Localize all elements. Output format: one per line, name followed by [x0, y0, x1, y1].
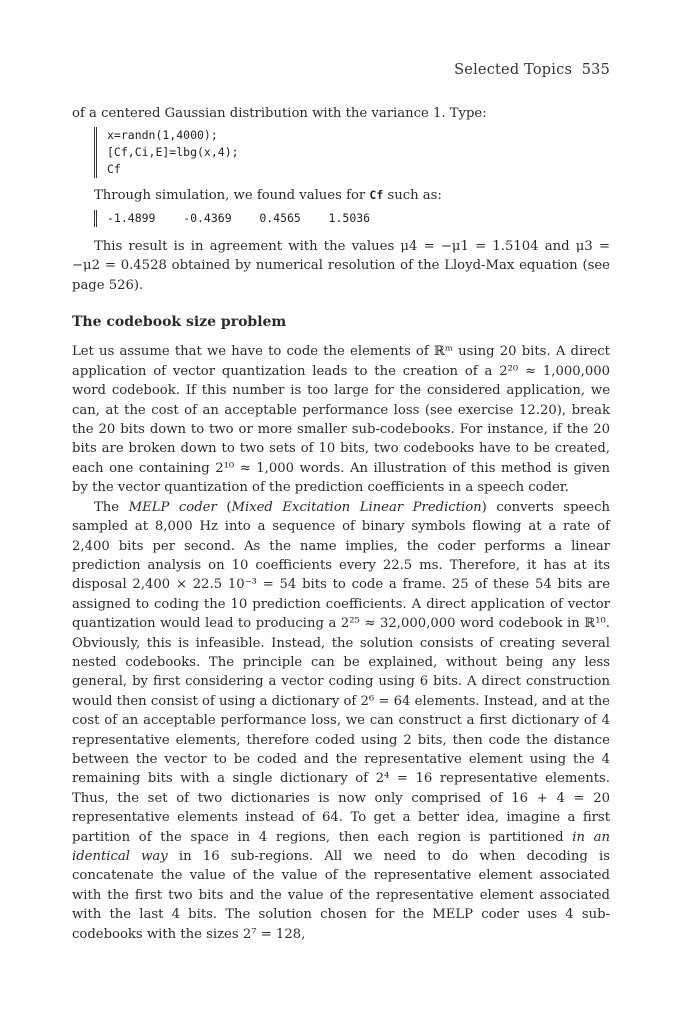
term-melp-expansion: Mixed Excitation Linear Prediction	[231, 499, 482, 515]
code-block	[94, 127, 610, 178]
code-line: [Cf,Ci,E]=lbg(x,4);	[107, 145, 239, 160]
page-body	[72, 104, 610, 944]
values-output: -1.4899 -0.4369 0.4565 1.5036	[94, 210, 610, 227]
running-header	[454, 62, 610, 78]
term-melp-coder: MELP coder	[128, 499, 217, 515]
intro-line: of a centered Gaussian distribution with the variance 1. Type:	[72, 106, 487, 121]
page-number: 535	[581, 62, 610, 78]
code-line: x=randn(1,4000);	[107, 128, 218, 143]
section-title: The codebook size problem	[72, 314, 287, 331]
result-paragraph: This result is in agreement with the values μ4 = −μ1 = 1.5104 and μ3 = −μ2 = 0.4528 obtained by numerical resolution of the Lloyd-Max equation (see page 526).	[72, 238, 610, 293]
running-title: Selected Topics	[454, 62, 573, 78]
code-line: Cf	[107, 162, 121, 177]
simulation-sentence: Through simulation, we found values for Cf such as:	[94, 188, 442, 204]
inline-code: Cf	[369, 188, 384, 203]
paragraph-codebook-size: Let us assume that we have to code the elements of ℝᵐ using 20 bits. A direct application of vector quantization leads to the creation of a 2²⁰ ≈ 1,000,000 word codebook. If this number is too large for the considered application, we can, at the cost of an acceptable performance loss (see exercise 12.20), break the 20 bits down to two or more smaller sub-codebooks. For instance, if the 20 bits are broken down to two sets of 10 bits, two codebooks have to be created, each one containing 2¹⁰ ≈ 1,000 words. An illustration of this method is given by the vector quantization of the prediction coefficients in a speech coder.	[72, 344, 610, 496]
emphasis-identical-way: in an identical way	[72, 829, 610, 864]
paragraph-melp: The MELP coder (Mixed Excitation Linear Prediction) converts speech sampled at 8,000 Hz into a sequence of binary symbols flowing at a rate of 2,400 bits per second. As the name implies, the coder performs a linear prediction analysis on 10 coefficients every 22.5 ms. Therefore, it has at its disposal 2,400 × 22.5 10⁻³ = 54 bits to code a frame. 25 of these 54 bits are assigned to coding the 10 prediction coefficients. A direct application of vector quantization would lead to producing a 2²⁵ ≈ 32,000,000 word codebook in ℝ¹⁰. Obviously, this is infeasible. Instead, the solution consists of creating several nested codebooks. The principle can be explained, without being any less general, by first considering a vector coding using 6 bits. A direct construction would then consist of using a dictionary of 2⁶ = 64 elements. Instead, and at the cost of an acceptable performance loss, we can construct a first dictionary of 4 representative elements, therefore coded using 2 bits, then code the distance between the vector to be coded and the representative element using the 4 remaining bits with a single dictionary of 2⁴ = 16 representative elements. Thus, the set of two dictionaries is now only comprised of 16 + 4 = 20 representative elements instead of 64. To get a better idea, imagine a first partition of the space in 4 regions, then each region is partitioned in an identical way in 16 sub-regions. All we need to do when decoding is concatenate the value of the value of the representative element associated with the first two bits and the value of the representative element associated with the last 4 bits. The solution chosen for the MELP coder uses 4 sub-codebooks with the sizes 2⁷ = 128,	[72, 499, 611, 942]
